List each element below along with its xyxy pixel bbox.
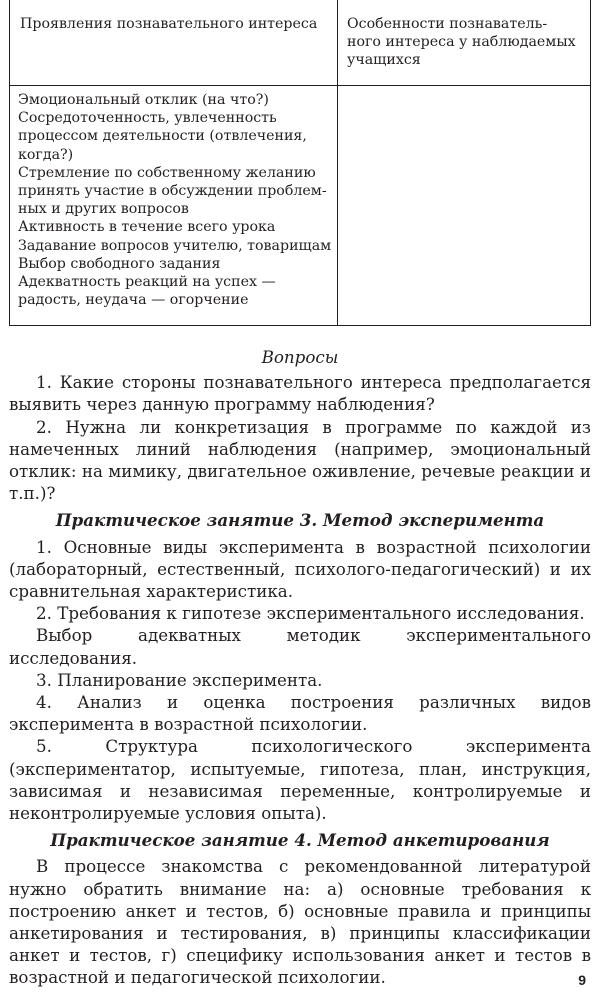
table-header-right: Особенности познаватель- ного интереса у наблюдаемых учащихся (347, 16, 576, 69)
practice-4-paragraph: В процессе знакомства с рекомендованной литературой нужно обратить внимание на: а) основные требования к построению анкет и тестов, б) основные правила и принципы анкетирования и тестирования, в) принципы классификации анкет и тестов, г) специфику использования анкет и тестов в возрастной и педагогической психологии. (9, 856, 591, 988)
practice-3-heading: Практическое занятие 3. Метод эксперимента (55, 510, 545, 531)
page-content (9, 346, 591, 989)
practice-3-item: 2. Требования к гипотезе экспериментального исследования. (36, 603, 585, 624)
page-number: 9 (578, 972, 586, 988)
observation-table (9, 0, 591, 326)
table-column-divider (337, 0, 338, 325)
practice-3-item: 1. Основные виды эксперимента в возрастной психологии (лабораторный, естественный, психолого-педагогический) и их сравнительная характеристика. (9, 536, 591, 602)
practice-3-item: 3. Планирование эксперимента. (36, 669, 323, 690)
practice-3-item: Выбор адекватных методик экспериментального исследования. (9, 625, 591, 668)
practice-3-item: 5. Структура психологического эксперимента (экспериментатор, испытуемые, гипотеза, план, инструкция, зависимая и независимая переменные, контролируемые и неконтролируемые условия опыта). (9, 736, 591, 824)
table-header-divider (10, 85, 590, 86)
table-header-left: Проявления познавательного интереса (20, 16, 318, 32)
question-item: 1. Какие стороны познавательного интереса предполагается выявить через данную программу наблюдения? (9, 372, 591, 415)
table-body-left: Эмоциональный отклик (на что?) Сосредоточенность, увлеченность процессом деятельности (отвлечения, когда?) Стремление по собственному желанию принять участие в обсуждении проблем- ных и других вопросов Активность в течение всего урока Задавание вопросов учителю, товарищам Выбор свободного задания Адекватность реакций на успех — радость, неудача — огорчение (18, 92, 332, 309)
practice-3-item: 4. Анализ и оценка построения различных видов эксперимента в возрастной психологии. (9, 692, 591, 735)
question-item: 2. Нужна ли конкретизация в программе по каждой из намеченных линий наблюдения (например, эмоциональный отклик: на мимику, двигательное оживление, речевые реакции и т.п.)? (9, 416, 591, 504)
questions-heading: Вопросы (261, 347, 339, 367)
practice-4-heading: Практическое занятие 4. Метод анкетирования (50, 830, 550, 851)
